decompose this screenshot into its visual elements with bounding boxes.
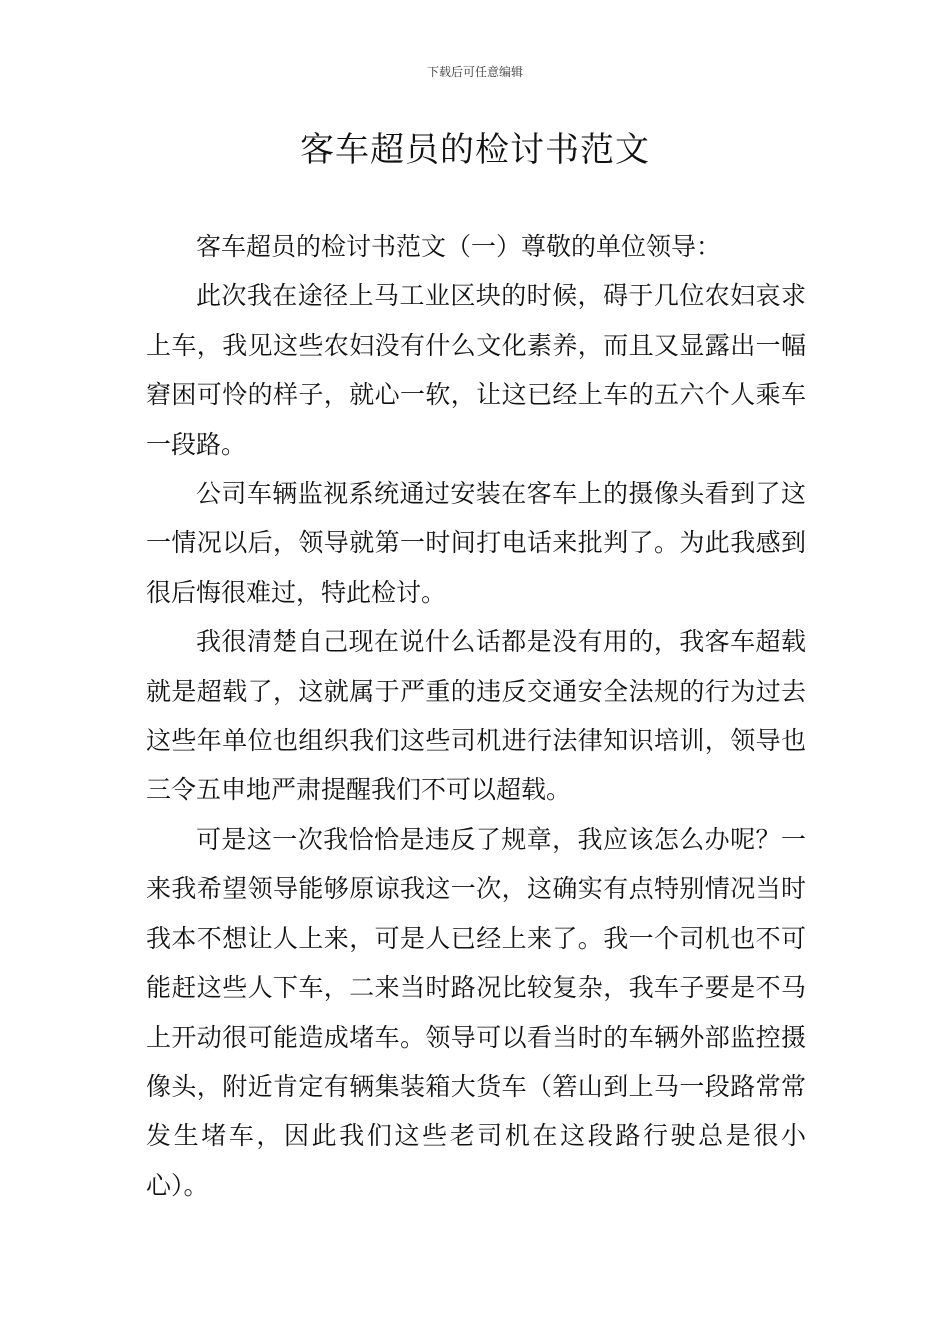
paragraph-discovery: 公司车辆监视系统通过安装在客车上的摄像头看到了这一情况以后，领导就第一时间打电话来批判了。为此我感到很后悔很难过，特此检讨。 xyxy=(146,479,806,607)
document-title: 客车超员的检讨书范文 xyxy=(300,130,650,170)
paragraph-explanation: 可是这一次我恰恰是违反了规章，我应该怎么办呢？一来我希望领导能够原谅我这一次，这确实有点特别情况当时我本不想让人上来，可是人已经上来了。我一个司机也不可能赶这些人下车，二来当时路况比较复杂，我车子要是不马上开动很可能造成堵车。领导可以看当时的车辆外部监控摄像头，附近肯定有辆集装箱大货车（箬山到上马一段路常常发生堵车，因此我们这些老司机在这段路行驶总是很小心）。 xyxy=(146,824,806,1200)
document-body xyxy=(146,222,806,1210)
paragraph-incident: 此次我在途径上马工业区块的时候，碍于几位农妇哀求上车，我见这些农妇没有什么文化素养，而且又显露出一幅窘困可怜的样子，就心一软，让这已经上车的五六个人乘车一段路。 xyxy=(146,281,806,459)
paragraph-salutation: 客车超员的检讨书范文（一）尊敬的单位领导： xyxy=(196,232,722,261)
page-header-note: 下载后可任意编辑 xyxy=(426,65,523,79)
paragraph-acknowledgement: 我很清楚自己现在说什么话都是没有用的，我客车超载就是超载了，这就属于严重的违反交通安全法规的行为过去这些年单位也组织我们这些司机进行法律知识培训，领导也三令五申地严肃提醒我们不可以超载。 xyxy=(146,627,806,805)
